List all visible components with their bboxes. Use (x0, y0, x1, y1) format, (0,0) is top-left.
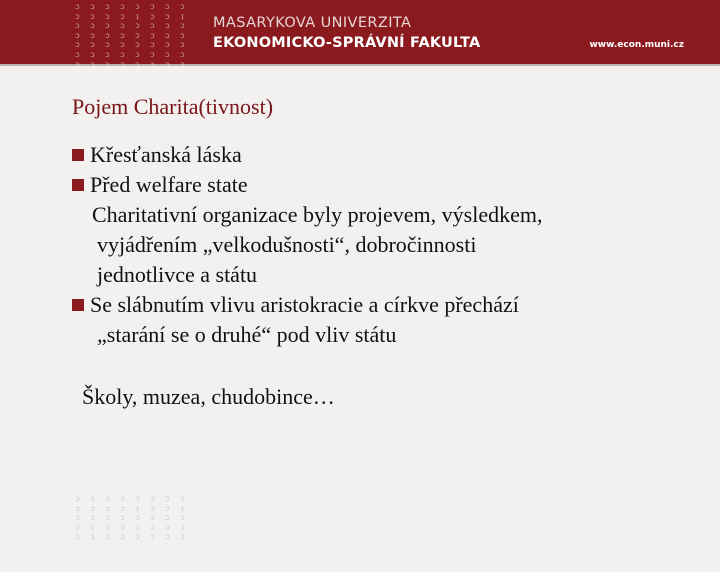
pattern-glyph: ɔ (150, 40, 155, 50)
pattern-glyph: ɔ (135, 30, 140, 40)
pattern-glyph: ɔ (90, 69, 95, 79)
pattern-glyph: ɔ (105, 49, 110, 59)
pattern-glyph: ɔ (105, 503, 110, 513)
bullet-item (72, 140, 692, 170)
pattern-glyph: ɔ (180, 532, 185, 542)
pattern-glyph: ɔ (165, 503, 170, 513)
pattern-glyph: ɔ (90, 494, 95, 503)
pattern-glyph: ɔ (75, 532, 80, 542)
pattern-glyph: ɔ (180, 21, 185, 31)
pattern-glyph: ɔ (120, 21, 125, 31)
pattern-glyph: ɔ (120, 30, 125, 40)
pattern-glyph: ɔ (165, 40, 170, 50)
pattern-glyph: ɔ (150, 2, 155, 11)
pattern-glyph: ɔ (105, 513, 110, 523)
pattern-glyph: ɔ (180, 522, 185, 532)
pattern-glyph: ɔ (150, 69, 155, 79)
pattern-glyph: ɔ (75, 494, 80, 503)
pattern-glyph: ɔ (120, 49, 125, 59)
pattern-glyph: ɔ (90, 2, 95, 11)
pattern-glyph: ɔ (120, 503, 125, 513)
pattern-glyph: ɔ (105, 522, 110, 532)
pattern-glyph: ɔ (75, 11, 80, 21)
pattern-glyph: ɔ (135, 40, 140, 50)
pattern-glyph: ɔ (165, 513, 170, 523)
pattern-glyph: ɔ (150, 30, 155, 40)
pattern-glyph: ɔ (135, 2, 140, 11)
pattern-glyph: ɔ (150, 532, 155, 542)
pattern-glyph: ɔ (150, 59, 155, 69)
pattern-glyph: ɪ (136, 503, 139, 513)
pattern-glyph: ɪ (136, 11, 139, 21)
pattern-glyph: ɔ (180, 49, 185, 59)
pattern-glyph: ɔ (90, 503, 95, 513)
pattern-glyph: ɔ (165, 59, 170, 69)
closing-line: Školy, muzea, chudobince… (82, 384, 335, 409)
pattern-glyph: ɔ (150, 494, 155, 503)
pattern-glyph: ɔ (180, 69, 185, 79)
pattern-glyph: ɔ (90, 40, 95, 50)
pattern-glyph: ɔ (75, 21, 80, 31)
bullet-text: Křesťanská láska (90, 142, 242, 167)
pattern-glyph: ɔ (180, 494, 185, 503)
pattern-glyph: ɔ (120, 513, 125, 523)
pattern-glyph: ɔ (75, 69, 80, 79)
pattern-glyph: ɔ (120, 522, 125, 532)
bullet-text: Před welfare state (90, 172, 248, 197)
pattern-glyph: ɪ (181, 11, 184, 21)
pattern-glyph: ɔ (75, 513, 80, 523)
pattern-glyph: ɔ (120, 494, 125, 503)
bullet-item (72, 170, 692, 200)
pattern-glyph: ɔ (150, 49, 155, 59)
pattern-glyph: ɔ (165, 532, 170, 542)
pattern-glyph: ɔ (105, 532, 110, 542)
pattern-glyph: ɔ (135, 522, 140, 532)
faculty-name: EKONOMICKO-SPRÁVNÍ FAKULTA (213, 35, 481, 51)
slide-title: Pojem Charita(tivnost) (72, 94, 274, 119)
pattern-glyph: ɔ (105, 21, 110, 31)
pattern-glyph: ɔ (90, 513, 95, 523)
pattern-glyph: ɔ (180, 2, 185, 11)
pattern-glyph: ɔ (90, 11, 95, 21)
university-name: MASARYKOVA UNIVERZITA (213, 15, 412, 31)
pattern-glyph: ɔ (180, 30, 185, 40)
logo-pattern (70, 2, 190, 80)
pattern-glyph: ɔ (105, 11, 110, 21)
pattern-glyph: ɔ (75, 40, 80, 50)
pattern-glyph: ɔ (105, 59, 110, 69)
slide-content (72, 140, 692, 412)
pattern-glyph: ɔ (120, 532, 125, 542)
pattern-glyph: ɔ (105, 494, 110, 503)
pattern-glyph: ɔ (150, 21, 155, 31)
pattern-glyph: ɔ (75, 59, 80, 69)
pattern-glyph: ɔ (90, 532, 95, 542)
pattern-glyph: ɔ (135, 21, 140, 31)
pattern-glyph: ɔ (120, 59, 125, 69)
pattern-glyph: ɔ (135, 69, 140, 79)
pattern-glyph: ɔ (120, 2, 125, 11)
pattern-glyph: ɔ (180, 59, 185, 69)
pattern-glyph: ɔ (165, 2, 170, 11)
sub-line: jednotlivce a státu (97, 262, 258, 287)
pattern-glyph: ɔ (120, 11, 125, 21)
pattern-glyph: ɔ (90, 59, 95, 69)
pattern-glyph: ɔ (180, 513, 185, 523)
bullet-text: Se slábnutím vlivu aristokracie a církve přechází (90, 292, 519, 317)
pattern-glyph: ɔ (75, 503, 80, 513)
pattern-glyph: ɔ (90, 522, 95, 532)
sub-line: vyjádřením „velkodušnosti“, dobročinnosti (97, 232, 477, 257)
spacer (72, 350, 692, 382)
pattern-glyph: ɔ (165, 21, 170, 31)
pattern-glyph: ɔ (135, 494, 140, 503)
sub-line: Charitativní organizace byly projevem, výsledkem, (92, 202, 543, 227)
pattern-glyph: ɔ (135, 532, 140, 542)
pattern-glyph: ɔ (135, 513, 140, 523)
pattern-glyph: ɔ (90, 49, 95, 59)
pattern-glyph: ɔ (105, 30, 110, 40)
pattern-glyph: ɔ (105, 40, 110, 50)
pattern-glyph: ɔ (165, 49, 170, 59)
website-label: www.econ.muni.cz (589, 40, 684, 50)
pattern-glyph: ɔ (165, 30, 170, 40)
square-bullet-icon (72, 179, 84, 191)
pattern-glyph: ɔ (75, 2, 80, 11)
pattern-glyph: ɔ (150, 522, 155, 532)
pattern-glyph: ɔ (75, 30, 80, 40)
pattern-glyph: ɔ (75, 522, 80, 532)
pattern-glyph: ɔ (120, 69, 125, 79)
square-bullet-icon (72, 299, 84, 311)
pattern-glyph: ɔ (150, 513, 155, 523)
pattern-glyph: ɔ (150, 11, 155, 21)
pattern-glyph: ɔ (90, 21, 95, 31)
pattern-glyph: ɔ (120, 40, 125, 50)
pattern-glyph: ɔ (105, 2, 110, 11)
pattern-glyph: ɔ (90, 30, 95, 40)
header-bar (0, 0, 720, 79)
pattern-glyph: ɔ (135, 49, 140, 59)
bullet-continuation: „starání se o druhé“ pod vliv státu (97, 322, 397, 347)
bullet-item (72, 290, 692, 320)
pattern-glyph: ɔ (150, 503, 155, 513)
pattern-glyph: ɔ (180, 40, 185, 50)
square-bullet-icon (72, 149, 84, 161)
pattern-glyph: ɔ (165, 522, 170, 532)
footer-pattern (70, 494, 190, 572)
pattern-glyph: ɔ (165, 69, 170, 79)
pattern-glyph: ɪ (181, 503, 184, 513)
pattern-glyph: ɔ (165, 11, 170, 21)
pattern-glyph: ɔ (165, 494, 170, 503)
pattern-glyph: ɔ (105, 69, 110, 79)
pattern-glyph: ɔ (75, 49, 80, 59)
pattern-glyph: ɔ (135, 59, 140, 69)
